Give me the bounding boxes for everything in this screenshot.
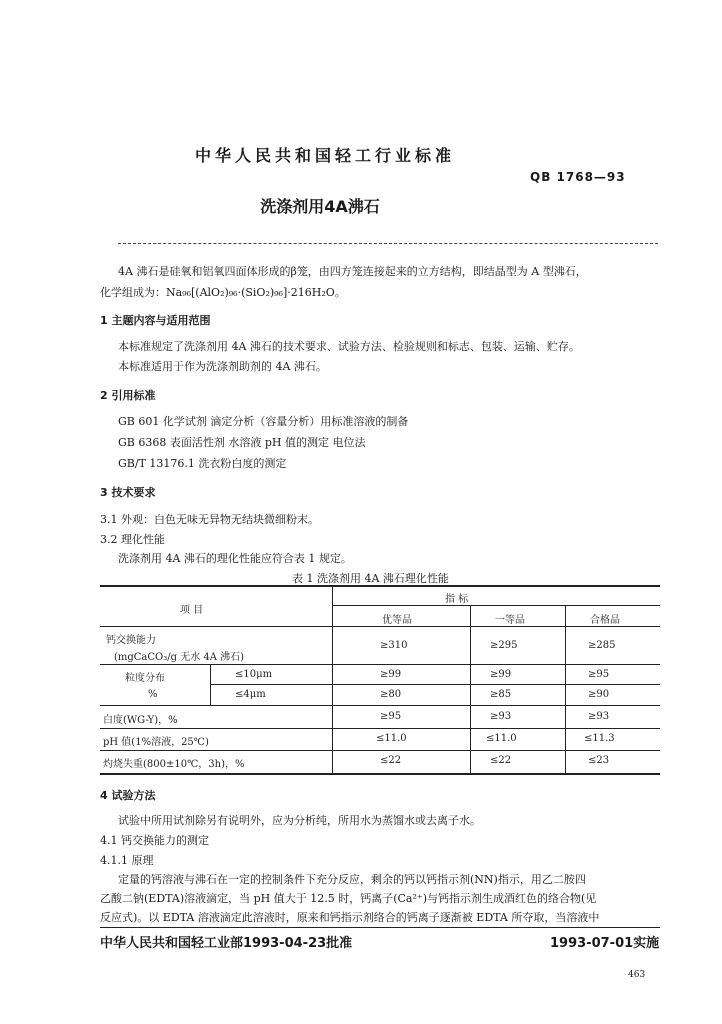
title-divider (118, 243, 658, 244)
intro-line-2: 化学组成为：Na₉₆[(AlO₂)₉₆·(SiO₂)₉₆]·216H₂O。 (100, 286, 346, 299)
row-label: pH 值(1%溶液，25℃) (103, 737, 209, 748)
reference-item: GB/T 13176.1 洗衣粉白度的测定 (118, 457, 287, 470)
issuer-title: 中华人民共和国轻工行业标准 (194, 146, 455, 165)
table-value: ≥90 (588, 689, 610, 700)
section-3-2: 3.2 理化性能 (100, 533, 165, 546)
table-rule (470, 605, 471, 773)
table-value: ≥285 (588, 640, 616, 651)
intro-line-1: 4A 沸石是硅氧和铝氧四面体形成的β笼，由四方笼连接起来的立方结构，即结晶型为 A 型沸石， (118, 265, 587, 278)
table-value: ≥95 (380, 711, 402, 722)
table-value: ≥80 (380, 689, 402, 700)
principle-line-1: 定量的钙溶液与沸石在一定的控制条件下充分反应，剩余的钙以钙指示剂(NN)指示，用乙二胺四 (118, 873, 586, 886)
footer-rule (100, 927, 660, 928)
table-value: ≥93 (588, 711, 610, 722)
table-value: ≤11.0 (376, 733, 407, 744)
row-sub-label: ≤4μm (235, 689, 266, 700)
table-rule (210, 664, 211, 705)
table-rule (332, 605, 660, 606)
row-label: 钙交换能力 (106, 635, 156, 646)
principle-line-2: 乙酸二钠(EDTA)溶液滴定，当 pH 值大于 12.5 时，钙离子(Ca²⁺)与钙指示剂生成酒红色的络合物(见 (100, 892, 597, 905)
table-value: ≥95 (588, 669, 610, 680)
table-value: ≥99 (490, 669, 512, 680)
section-4-1-1: 4.1.1 原理 (100, 854, 154, 867)
section-3-1: 3.1 外观：白色无味无异物无结块微细粉末。 (100, 513, 319, 526)
table-value: ≤23 (588, 755, 610, 766)
table-value: ≤11.0 (486, 733, 517, 744)
principle-line-3: 反应式)。以 EDTA 溶液滴定此溶液时，原来和钙指示剂络合的钙离子逐渐被 EDTA 所夺取，当溶液中 (100, 911, 600, 924)
reference-item: GB 601 化学试剂 滴定分析（容量分析）用标准溶液的制备 (118, 415, 409, 428)
table-value: ≥93 (490, 711, 512, 722)
section-1-title: 1 主题内容与适用范围 (100, 314, 211, 327)
table-value: ≤11.3 (584, 733, 615, 744)
table-rule (100, 626, 660, 627)
row-group-label: % (148, 689, 158, 700)
header-grade: 一等品 (495, 615, 525, 626)
table-rule (565, 605, 566, 773)
table-rule (100, 728, 660, 729)
table-value: ≤22 (490, 755, 512, 766)
table-rule (332, 585, 333, 773)
effective-date: 1993-07-01实施 (550, 936, 660, 951)
page-number: 463 (628, 970, 646, 980)
approval-statement: 中华人民共和国轻工业部1993-04-23批准 (100, 936, 353, 951)
row-label: (mgCaCO₃/g 无水 4A 沸石) (114, 652, 245, 663)
row-label: 白度(WG-Y)，% (103, 715, 178, 726)
table-value: ≥85 (490, 689, 512, 700)
table-value: ≥310 (380, 640, 408, 651)
header-grade: 合格品 (590, 615, 620, 626)
table-value: ≤22 (380, 755, 402, 766)
section-2-title: 2 引用标准 (100, 389, 156, 402)
row-sub-label: ≤10μm (235, 669, 273, 680)
row-group-label: 粒度分布 (125, 673, 165, 684)
section-4-1: 4.1 钙交换能力的测定 (100, 834, 209, 847)
document-title: 洗涤剂用4A沸石 (260, 197, 380, 216)
section-4-para: 试验中所用试剂除另有说明外，应为分析纯，所用水为蒸馏水或去离子水。 (118, 814, 481, 827)
section-4-title: 4 试验方法 (100, 789, 156, 802)
reference-item: GB 6368 表面活性剂 水溶液 pH 值的测定 电位法 (118, 436, 366, 449)
properties-table (100, 585, 660, 775)
header-index: 指 标 (445, 594, 469, 605)
table-value: ≥99 (380, 669, 402, 680)
section-3-title: 3 技术要求 (100, 486, 156, 499)
table-rule (100, 664, 660, 665)
section-1-para-1: 本标准规定了洗涤剂用 4A 沸石的技术要求、试验方法、检验规则和标志、包装、运输、贮存。 (118, 340, 580, 353)
section-3-2-para: 洗涤剂用 4A 沸石的理化性能应符合表 1 规定。 (118, 552, 352, 565)
table-rule (100, 773, 660, 775)
section-1-para-2: 本标准适用于作为洗涤剂助剂的 4A 沸石。 (118, 360, 327, 373)
table-rule (210, 684, 660, 685)
table-value: ≥295 (490, 640, 518, 651)
header-item: 项 目 (180, 605, 204, 616)
table-caption: 表 1 洗涤剂用 4A 沸石理化性能 (292, 572, 449, 585)
standard-number: QB 1768—93 (530, 170, 626, 184)
table-rule (100, 705, 660, 706)
row-label: 灼烧失重(800±10℃，3h)，% (103, 759, 245, 770)
table-rule (100, 750, 660, 751)
header-grade: 优等品 (382, 615, 412, 626)
table-rule (100, 585, 660, 587)
